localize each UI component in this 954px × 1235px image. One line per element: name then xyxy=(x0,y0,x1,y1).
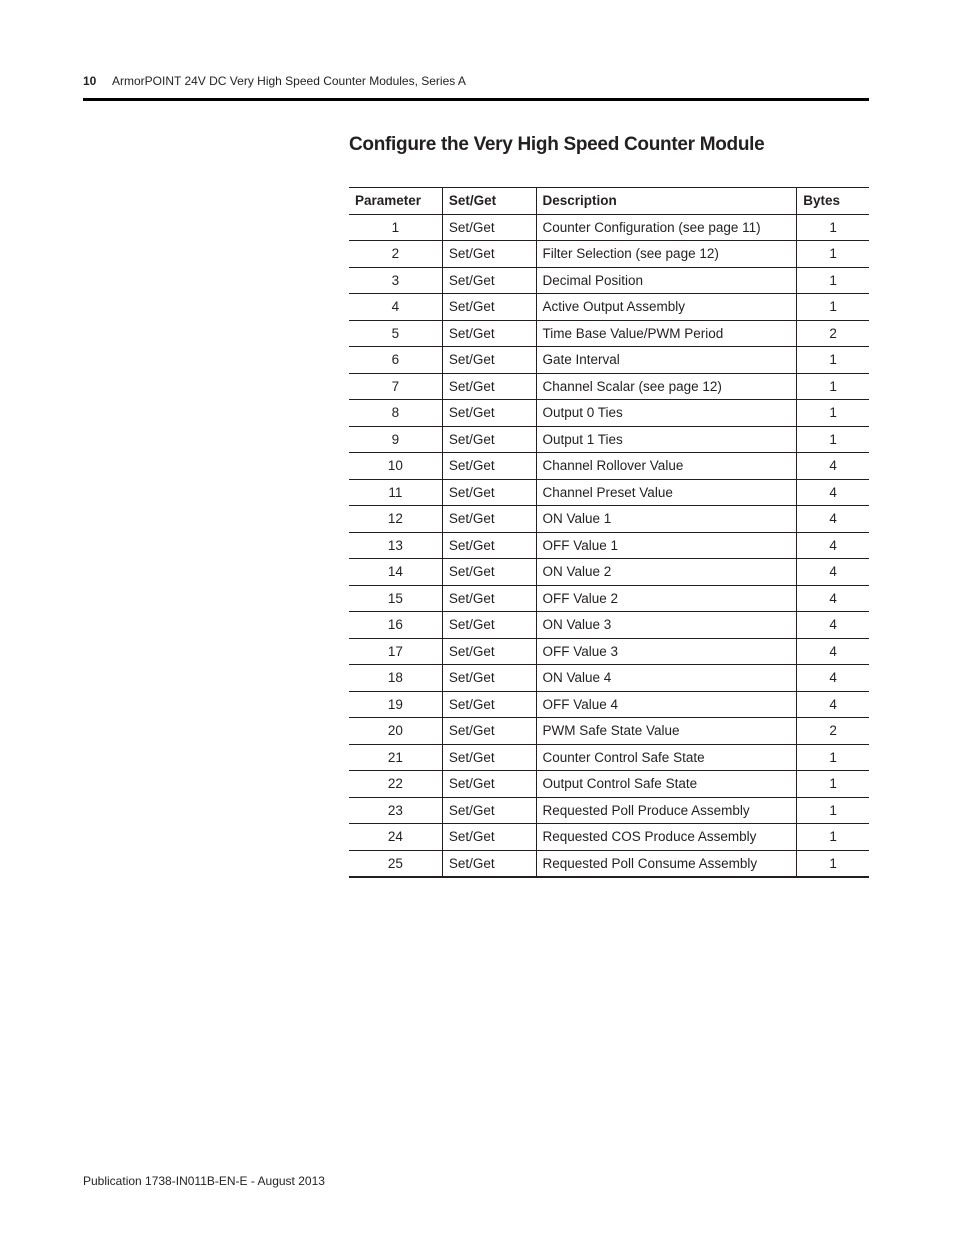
table-row xyxy=(349,771,869,798)
column-header-parameter: Parameter xyxy=(349,188,442,215)
set-get-cell: Set/Get xyxy=(442,426,536,453)
parameter-cell: 19 xyxy=(349,691,442,718)
table-row xyxy=(349,267,869,294)
parameter-cell: 4 xyxy=(349,294,442,321)
parameter-table xyxy=(349,187,869,878)
page-header xyxy=(83,72,869,101)
description-cell: Time Base Value/PWM Period xyxy=(536,320,797,347)
set-get-cell: Set/Get xyxy=(442,665,536,692)
table-row xyxy=(349,850,869,877)
bytes-cell: 1 xyxy=(797,850,869,877)
bytes-cell: 4 xyxy=(797,559,869,586)
table-row xyxy=(349,665,869,692)
parameter-cell: 17 xyxy=(349,638,442,665)
table-row xyxy=(349,718,869,745)
set-get-cell: Set/Get xyxy=(442,320,536,347)
description-cell: Output 1 Ties xyxy=(536,426,797,453)
set-get-cell: Set/Get xyxy=(442,559,536,586)
set-get-cell: Set/Get xyxy=(442,532,536,559)
parameter-cell: 5 xyxy=(349,320,442,347)
parameter-cell: 12 xyxy=(349,506,442,533)
set-get-cell: Set/Get xyxy=(442,691,536,718)
table-row xyxy=(349,585,869,612)
set-get-cell: Set/Get xyxy=(442,267,536,294)
set-get-cell: Set/Get xyxy=(442,824,536,851)
bytes-cell: 4 xyxy=(797,585,869,612)
bytes-cell: 1 xyxy=(797,744,869,771)
table-row xyxy=(349,400,869,427)
table-row xyxy=(349,559,869,586)
parameter-cell: 10 xyxy=(349,453,442,480)
bytes-cell: 4 xyxy=(797,453,869,480)
bytes-cell: 4 xyxy=(797,665,869,692)
table-row xyxy=(349,347,869,374)
bytes-cell: 1 xyxy=(797,373,869,400)
parameter-cell: 22 xyxy=(349,771,442,798)
description-cell: Counter Configuration (see page 11) xyxy=(536,214,797,241)
table-row xyxy=(349,426,869,453)
description-cell: Channel Scalar (see page 12) xyxy=(536,373,797,400)
table-row xyxy=(349,214,869,241)
bytes-cell: 1 xyxy=(797,771,869,798)
description-cell: PWM Safe State Value xyxy=(536,718,797,745)
set-get-cell: Set/Get xyxy=(442,479,536,506)
bytes-cell: 1 xyxy=(797,214,869,241)
set-get-cell: Set/Get xyxy=(442,797,536,824)
parameter-cell: 16 xyxy=(349,612,442,639)
set-get-cell: Set/Get xyxy=(442,771,536,798)
set-get-cell: Set/Get xyxy=(442,453,536,480)
parameter-cell: 3 xyxy=(349,267,442,294)
description-cell: Filter Selection (see page 12) xyxy=(536,241,797,268)
description-cell: Gate Interval xyxy=(536,347,797,374)
parameter-cell: 14 xyxy=(349,559,442,586)
bytes-cell: 4 xyxy=(797,691,869,718)
bytes-cell: 1 xyxy=(797,241,869,268)
description-cell: Active Output Assembly xyxy=(536,294,797,321)
parameter-cell: 11 xyxy=(349,479,442,506)
table-row xyxy=(349,691,869,718)
bytes-cell: 1 xyxy=(797,400,869,427)
table-row xyxy=(349,241,869,268)
column-header-set-get: Set/Get xyxy=(442,188,536,215)
table-body xyxy=(349,214,869,877)
parameter-cell: 25 xyxy=(349,850,442,877)
table-row xyxy=(349,824,869,851)
page-footer xyxy=(83,1174,325,1188)
set-get-cell: Set/Get xyxy=(442,744,536,771)
table-row xyxy=(349,373,869,400)
table-row xyxy=(349,479,869,506)
parameter-cell: 23 xyxy=(349,797,442,824)
description-cell: Channel Preset Value xyxy=(536,479,797,506)
description-cell: Output 0 Ties xyxy=(536,400,797,427)
set-get-cell: Set/Get xyxy=(442,585,536,612)
bytes-cell: 4 xyxy=(797,506,869,533)
table-row xyxy=(349,506,869,533)
set-get-cell: Set/Get xyxy=(442,612,536,639)
bytes-cell: 4 xyxy=(797,479,869,506)
section-title: Configure the Very High Speed Counter Module xyxy=(349,134,765,155)
description-cell: Requested Poll Produce Assembly xyxy=(536,797,797,824)
parameter-cell: 13 xyxy=(349,532,442,559)
bytes-cell: 1 xyxy=(797,797,869,824)
publication-info: Publication 1738-IN011B-EN-E - August 2013 xyxy=(83,1174,325,1188)
bytes-cell: 4 xyxy=(797,532,869,559)
description-cell: OFF Value 3 xyxy=(536,638,797,665)
page-number: 10 xyxy=(83,74,97,88)
bytes-cell: 4 xyxy=(797,638,869,665)
description-cell: Output Control Safe State xyxy=(536,771,797,798)
description-cell: ON Value 4 xyxy=(536,665,797,692)
table-row xyxy=(349,744,869,771)
document-title: ArmorPOINT 24V DC Very High Speed Counter Modules, Series A xyxy=(112,74,466,88)
set-get-cell: Set/Get xyxy=(442,400,536,427)
parameter-cell: 21 xyxy=(349,744,442,771)
set-get-cell: Set/Get xyxy=(442,850,536,877)
set-get-cell: Set/Get xyxy=(442,241,536,268)
table-row xyxy=(349,294,869,321)
set-get-cell: Set/Get xyxy=(442,347,536,374)
bytes-cell: 2 xyxy=(797,320,869,347)
parameter-cell: 9 xyxy=(349,426,442,453)
parameter-cell: 8 xyxy=(349,400,442,427)
bytes-cell: 1 xyxy=(797,267,869,294)
description-cell: OFF Value 2 xyxy=(536,585,797,612)
set-get-cell: Set/Get xyxy=(442,214,536,241)
bytes-cell: 1 xyxy=(797,294,869,321)
set-get-cell: Set/Get xyxy=(442,373,536,400)
parameter-cell: 1 xyxy=(349,214,442,241)
description-cell: Counter Control Safe State xyxy=(536,744,797,771)
set-get-cell: Set/Get xyxy=(442,294,536,321)
parameter-cell: 15 xyxy=(349,585,442,612)
table-row xyxy=(349,797,869,824)
table-row xyxy=(349,532,869,559)
description-cell: Decimal Position xyxy=(536,267,797,294)
parameter-cell: 2 xyxy=(349,241,442,268)
set-get-cell: Set/Get xyxy=(442,506,536,533)
parameter-cell: 18 xyxy=(349,665,442,692)
description-cell: ON Value 1 xyxy=(536,506,797,533)
table-header-row xyxy=(349,188,869,215)
bytes-cell: 1 xyxy=(797,347,869,374)
description-cell: Requested COS Produce Assembly xyxy=(536,824,797,851)
column-header-bytes: Bytes xyxy=(797,188,869,215)
table-row xyxy=(349,612,869,639)
bytes-cell: 4 xyxy=(797,612,869,639)
parameter-cell: 6 xyxy=(349,347,442,374)
bytes-cell: 1 xyxy=(797,426,869,453)
parameter-cell: 20 xyxy=(349,718,442,745)
column-header-description: Description xyxy=(536,188,797,215)
parameter-cell: 24 xyxy=(349,824,442,851)
description-cell: OFF Value 1 xyxy=(536,532,797,559)
table-row xyxy=(349,453,869,480)
description-cell: Channel Rollover Value xyxy=(536,453,797,480)
set-get-cell: Set/Get xyxy=(442,718,536,745)
parameter-cell: 7 xyxy=(349,373,442,400)
bytes-cell: 2 xyxy=(797,718,869,745)
set-get-cell: Set/Get xyxy=(442,638,536,665)
description-cell: Requested Poll Consume Assembly xyxy=(536,850,797,877)
table-row xyxy=(349,320,869,347)
description-cell: ON Value 3 xyxy=(536,612,797,639)
table-row xyxy=(349,638,869,665)
bytes-cell: 1 xyxy=(797,824,869,851)
description-cell: ON Value 2 xyxy=(536,559,797,586)
description-cell: OFF Value 4 xyxy=(536,691,797,718)
